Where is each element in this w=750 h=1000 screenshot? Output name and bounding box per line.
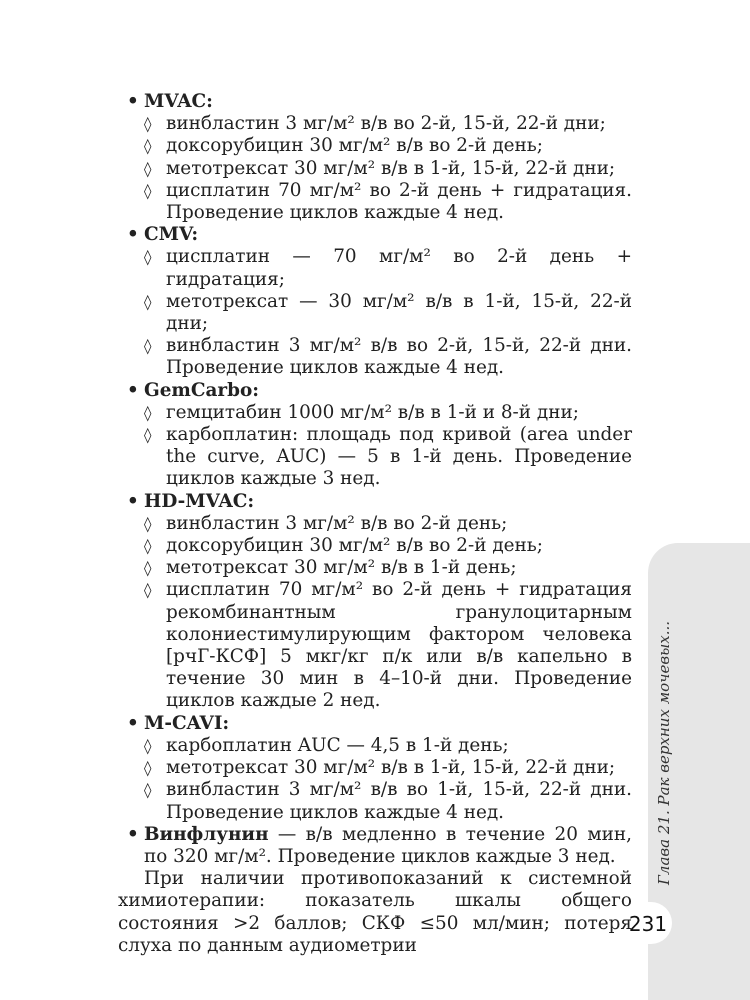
drug-item	[144, 290, 632, 335]
diamond-bullet-icon: ◊	[144, 426, 152, 445]
drug-text: метотрексат 30 мг/м² в/в в 1-й, 15-й, 22-й дни;	[166, 757, 616, 779]
page-body	[118, 91, 632, 957]
drug-item	[144, 335, 632, 379]
drug-item	[144, 779, 632, 823]
regimen-name: • Винфлунин	[144, 824, 269, 845]
diamond-bullet-icon: ◊	[144, 181, 152, 200]
regimen-block	[118, 380, 632, 491]
regimen-name: • CMV:	[144, 224, 632, 246]
drug-item	[144, 579, 632, 712]
drug-item	[144, 157, 632, 180]
diamond-bullet-icon: ◊	[144, 137, 152, 156]
drug-text: винбластин 3 мг/м² в/в во 2-й, 15-й, 22-й дни. Проведение циклов каждые 4 нед.	[166, 335, 632, 379]
diamond-bullet-icon: ◊	[144, 292, 152, 311]
drug-item	[144, 179, 632, 224]
drug-text: цисплатин 70 мг/м² во 2-й день + гидратация рекомбинантным гранулоцитарным колониестимулирующим фактором человека [рчГ-КСФ] 5 мкг/кг п/к или в/в капельно в течение 30 мин в 4–10-й дни. Проведение циклов каждые 2 нед.	[166, 579, 632, 712]
drug-list	[144, 246, 632, 379]
drug-item	[144, 757, 632, 779]
drug-text: метотрексат 30 мг/м² в/в в 1-й день;	[166, 557, 517, 579]
diamond-bullet-icon: ◊	[144, 559, 152, 578]
diamond-bullet-icon: ◊	[144, 514, 152, 533]
diamond-bullet-icon: ◊	[144, 537, 152, 556]
drug-item	[144, 135, 632, 157]
drug-item	[144, 246, 632, 290]
regimen-block	[118, 91, 632, 224]
regimen-vinflunine	[118, 824, 632, 868]
drug-list	[144, 513, 632, 713]
drug-item	[144, 113, 632, 135]
drug-text: метотрексат — 30 мг/м² в/в в 1-й, 15-й, 22-й дни;	[166, 290, 632, 335]
diamond-bullet-icon: ◊	[144, 781, 152, 800]
drug-text: цисплатин — 70 мг/м² во 2-й день + гидратация;	[166, 246, 632, 290]
drug-list	[144, 113, 632, 224]
drug-item	[144, 401, 632, 424]
regimen-description: — в/в медленно в течение 20 мин, по 320 мг/м². Проведение циклов каждые 3 нед.	[144, 823, 632, 867]
drug-item	[144, 424, 632, 491]
regimen-name: • M-CAVI:	[144, 713, 632, 735]
contraindications-paragraph: При наличии противопоказаний к системной химиотерапии: показатель шкалы общего состояния >2 баллов; СКФ ≤50 мл/мин; потеря слуха по данным аудиометрии	[118, 868, 632, 956]
regimen-block	[118, 491, 632, 713]
diamond-bullet-icon: ◊	[144, 337, 152, 356]
drug-text: гемцитабин 1000 мг/м² в/в в 1-й и 8-й дни;	[166, 401, 579, 423]
chapter-running-title: Глава 21. Рак верхних мочевых...	[655, 620, 673, 885]
regimen-name: • GemCarbo:	[144, 380, 632, 402]
drug-list	[144, 735, 632, 824]
drug-item	[144, 557, 632, 579]
diamond-bullet-icon: ◊	[144, 115, 152, 134]
drug-text: карбоплатин AUC — 4,5 в 1-й день;	[166, 734, 509, 756]
drug-text: винбластин 3 мг/м² в/в во 2-й, 15-й, 22-й дни;	[166, 113, 606, 135]
diamond-bullet-icon: ◊	[144, 403, 152, 422]
drug-item	[144, 734, 632, 757]
regimen-name: • MVAC:	[144, 91, 632, 113]
drug-item	[144, 512, 632, 535]
drug-text: цисплатин 70 мг/м² во 2-й день + гидратация. Проведение циклов каждые 4 нед.	[166, 179, 632, 224]
drug-text: метотрексат 30 мг/м² в/в в 1-й, 15-й, 22-й дни;	[166, 157, 616, 179]
drug-text: винбластин 3 мг/м² в/в во 2-й день;	[166, 512, 508, 534]
diamond-bullet-icon: ◊	[144, 736, 152, 755]
page-number: 231	[628, 912, 668, 936]
drug-text: доксорубицин 30 мг/м² в/в во 2-й день;	[166, 535, 543, 557]
diamond-bullet-icon: ◊	[144, 159, 152, 178]
regimen-block	[118, 713, 632, 824]
drug-item	[144, 535, 632, 557]
regimen-name: • HD-MVAC:	[144, 491, 632, 513]
diamond-bullet-icon: ◊	[144, 581, 152, 600]
regimen-block	[118, 224, 632, 379]
drug-list	[144, 402, 632, 491]
drug-text: карбоплатин: площадь под кривой (area under the curve, AUC) — 5 в 1-й день. Проведение циклов каждые 3 нед.	[166, 424, 632, 490]
diamond-bullet-icon: ◊	[144, 759, 152, 778]
drug-text: доксорубицин 30 мг/м² в/в во 2-й день;	[166, 135, 543, 157]
diamond-bullet-icon: ◊	[144, 248, 152, 267]
drug-text: винбластин 3 мг/м² в/в во 1-й, 15-й, 22-й дни. Проведение циклов каждые 4 нед.	[166, 779, 632, 823]
regimen-list	[118, 91, 632, 824]
